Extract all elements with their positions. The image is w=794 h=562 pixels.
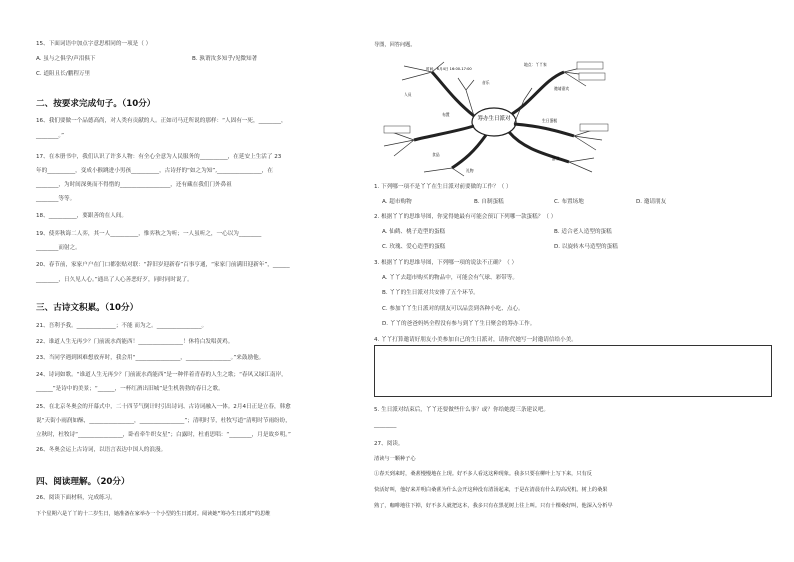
rq1-b: B. 自制蛋糕 (474, 199, 504, 205)
question-24-line2: ______”是诗中的美景；“______，一杯红酒出旧城”是生机勃勃的春日之歌。 (36, 386, 224, 392)
question-17-line4: ________等等。 (36, 196, 76, 202)
rq3-c: C. 参加丫丫生日派对的朋友可以品尝到各种小吃、点心。 (382, 306, 524, 312)
question-23: 23、当同学遇到困难想放弃时，我会用“________________，________________。”来鼓励他。 (36, 355, 265, 361)
question-25-line4: 26、冬奥会运上古诗词，以语言表达中国人的浪漫。 (36, 447, 167, 453)
mindmap-gift-label: 礼物 (466, 168, 474, 173)
rq3-d: D. 丫丫的爸爸妈妈全程没有参与到丫丫生日聚会的筹办工作。 (382, 321, 536, 327)
rq2-d: D. 以旋转木马造型的蛋糕 (554, 244, 618, 250)
question-20-line1: 20、春节前，家家户户在门口都张贴对联：“辞旧岁迎新春”百事亨通，“家家门前满旧迎新年”，______ (36, 262, 290, 268)
rq2-a: A. 仙鹤、桃子造型的蛋糕 (382, 229, 446, 235)
mindmap-place-label: 地点：丫丫家 (524, 62, 547, 67)
invitation-answer-box[interactable] (374, 345, 772, 397)
question-25-line1: 25、在北京冬奥会的开幕式中，二十四节气倒计时引出诗词、古诗词融入一体。2月4日正是立春，韩愈 (36, 404, 291, 410)
rq5: 5. 生日派对结束后，丫丫还要做些什么事？或？你给她提三条建议吧。 (374, 407, 549, 413)
mindmap-food-label: 食品 (432, 152, 440, 157)
question-16-line2: ________。” (36, 133, 65, 139)
question-20-line2: ________，日久见人心。”通出了人心善恶好歹，同时同时说了。 (36, 277, 193, 283)
section-2-title: 二、按要求完成句子。（10分） (36, 99, 156, 109)
rq1-d: D. 邀请朋友 (636, 199, 667, 205)
rq1-c: C. 布置场地 (554, 199, 584, 205)
story-intro-line: 下个星期六是丫丫的十二岁生日，她准备在家举办一个小型的生日派对。阅读她“筹办生日派对”的思维 (36, 511, 271, 517)
section-3-title: 三、古诗文积累。（10分） (36, 303, 139, 313)
question-15: 15、下面词语中加点字意思相同的一项是（ ） (36, 41, 152, 47)
rq2-b: B. 适合老人造型的蛋糕 (554, 229, 612, 235)
question-17-line2: 年的__________，变成小猴跳进小男孩__________，古诗抒的“如之为知”,________________，在 (36, 168, 273, 174)
question-26: 26、阅读下面材料，完成练习。 (36, 495, 116, 501)
question-16-line1: 16、我们要做一个品德高尚，对人类有贡献的人。正如司马迁所说的那样：“人固有一死，________， (36, 118, 287, 124)
question-24-line1: 24、诗词如歌。“谁道人生无再少？门前流水尚能西”是一种伴着青春的人生之歌；“春风又绿江南岸， (36, 372, 287, 378)
mindmap-center-label: 筹办生日派对 (477, 116, 511, 122)
rq3-b: B. 丫丫的生日派对共安排了五个环节。 (382, 290, 479, 296)
q15-option-a: A. 虽与之俱学/声泪俱下 (36, 56, 96, 62)
rq1-a: A. 超市购物 (382, 199, 412, 205)
story-title: 清读与一颗种子心 (374, 456, 416, 462)
rq2: 2. 根据丫丫的思维导图，你觉得她最有可能会预订下列哪一款蛋糕？（ ） (374, 214, 557, 220)
q15-option-b: B. 孰谓汝多知乎/见微知著 (192, 56, 258, 62)
rq2-c: C. 玫瑰、爱心造型的蛋糕 (382, 244, 446, 250)
question-22: 22、谁道人生无再少？门前流水尚能西！________________！休将白发唱黄鸡。 (36, 339, 234, 345)
question-25-line2: 说“天街小雨润如酥，________________，________________”；清明时节，杜牧写道“清明时节雨纷纷， (36, 418, 291, 424)
rq4: 4. 丫丫打算邀请好朋友小美参加自己的生日派对，请你代她写一封邀请信给小美。 (374, 337, 577, 343)
question-17-line1: 17、在本册书中，我们认识了许多人物：有全心全意为人民服务的__________，在延安上生活了 23 (36, 154, 282, 160)
mindmap-decor-label: 布置 (442, 112, 450, 117)
mindmap-time-label: 时间：6月4日 16:00-17:00 (426, 67, 472, 71)
story-line-2: 快活好叫，他好来并明白桑葚为什么会开这种没有清汤起来，于是在清晨有什么的高况机。树上的桑果 (374, 487, 608, 493)
question-21: 21、吾利予我。______________；不能 而为之。________________。 (36, 323, 208, 329)
q15-option-c: C. 道阻且长/鹏程万里 (36, 71, 91, 77)
question-18: 18、__________，要跟善的在人间。 (36, 213, 128, 219)
mindmap-people-label: 人员 (404, 92, 412, 97)
story-line-1: ①春天到来时，桑葚慢慢地在上现。好不多人看这这种现象。我多只要在柳叶上写下来，只有反 (374, 471, 592, 477)
mindmap-cake-label: 生日蛋糕 (542, 118, 558, 123)
question-17-line3: ________，为时间深奥而不得惜的__________________，还有藏在我们门外鼻祖 (36, 182, 232, 188)
rq3-a: A. 丫丫去超市购买的物品中，可能会有气球、彩带等。 (382, 275, 518, 281)
question-25-line3: 立秋时，杜牧诗“________________，卧看牵牛织女星”；白露时，杜甫思唱：“________，月是故乡明。” (36, 432, 291, 438)
question-19-line2: ________而射之。 (36, 245, 81, 251)
mindmap-games-label: 游戏 (552, 156, 560, 161)
rq5-blank: ________ (374, 422, 397, 428)
story-line-3: 熟了，咖啡地往下掉，好不多人就把这本，我多只有在黑花树上往上叫。只有十棵桑好叫，他深入分析早 (374, 503, 613, 509)
rq1: 1. 下列哪一项不是丫丫在生日派对前要做的工作？（ ） (374, 184, 512, 190)
question-27: 27、阅读。 (374, 441, 404, 447)
mindmap-guests-label: 邀请嘉宾 (554, 86, 570, 91)
rq3: 3. 根据丫丫的思维导图，下列哪一项的说法不正确？（ ） (374, 260, 518, 266)
mindmap-music-label: 音乐 (482, 80, 490, 85)
section-4-title: 四、阅读理解。（20分） (36, 477, 130, 487)
mindmap-diagram (374, 60, 614, 178)
mindmap-intro: 导图，回答问题。 (374, 42, 416, 48)
question-19-line1: 19、使弈秋诲二人弈，其一人__________，惟弈秋之为听；一人虽听之，一心以为________ (36, 231, 262, 237)
